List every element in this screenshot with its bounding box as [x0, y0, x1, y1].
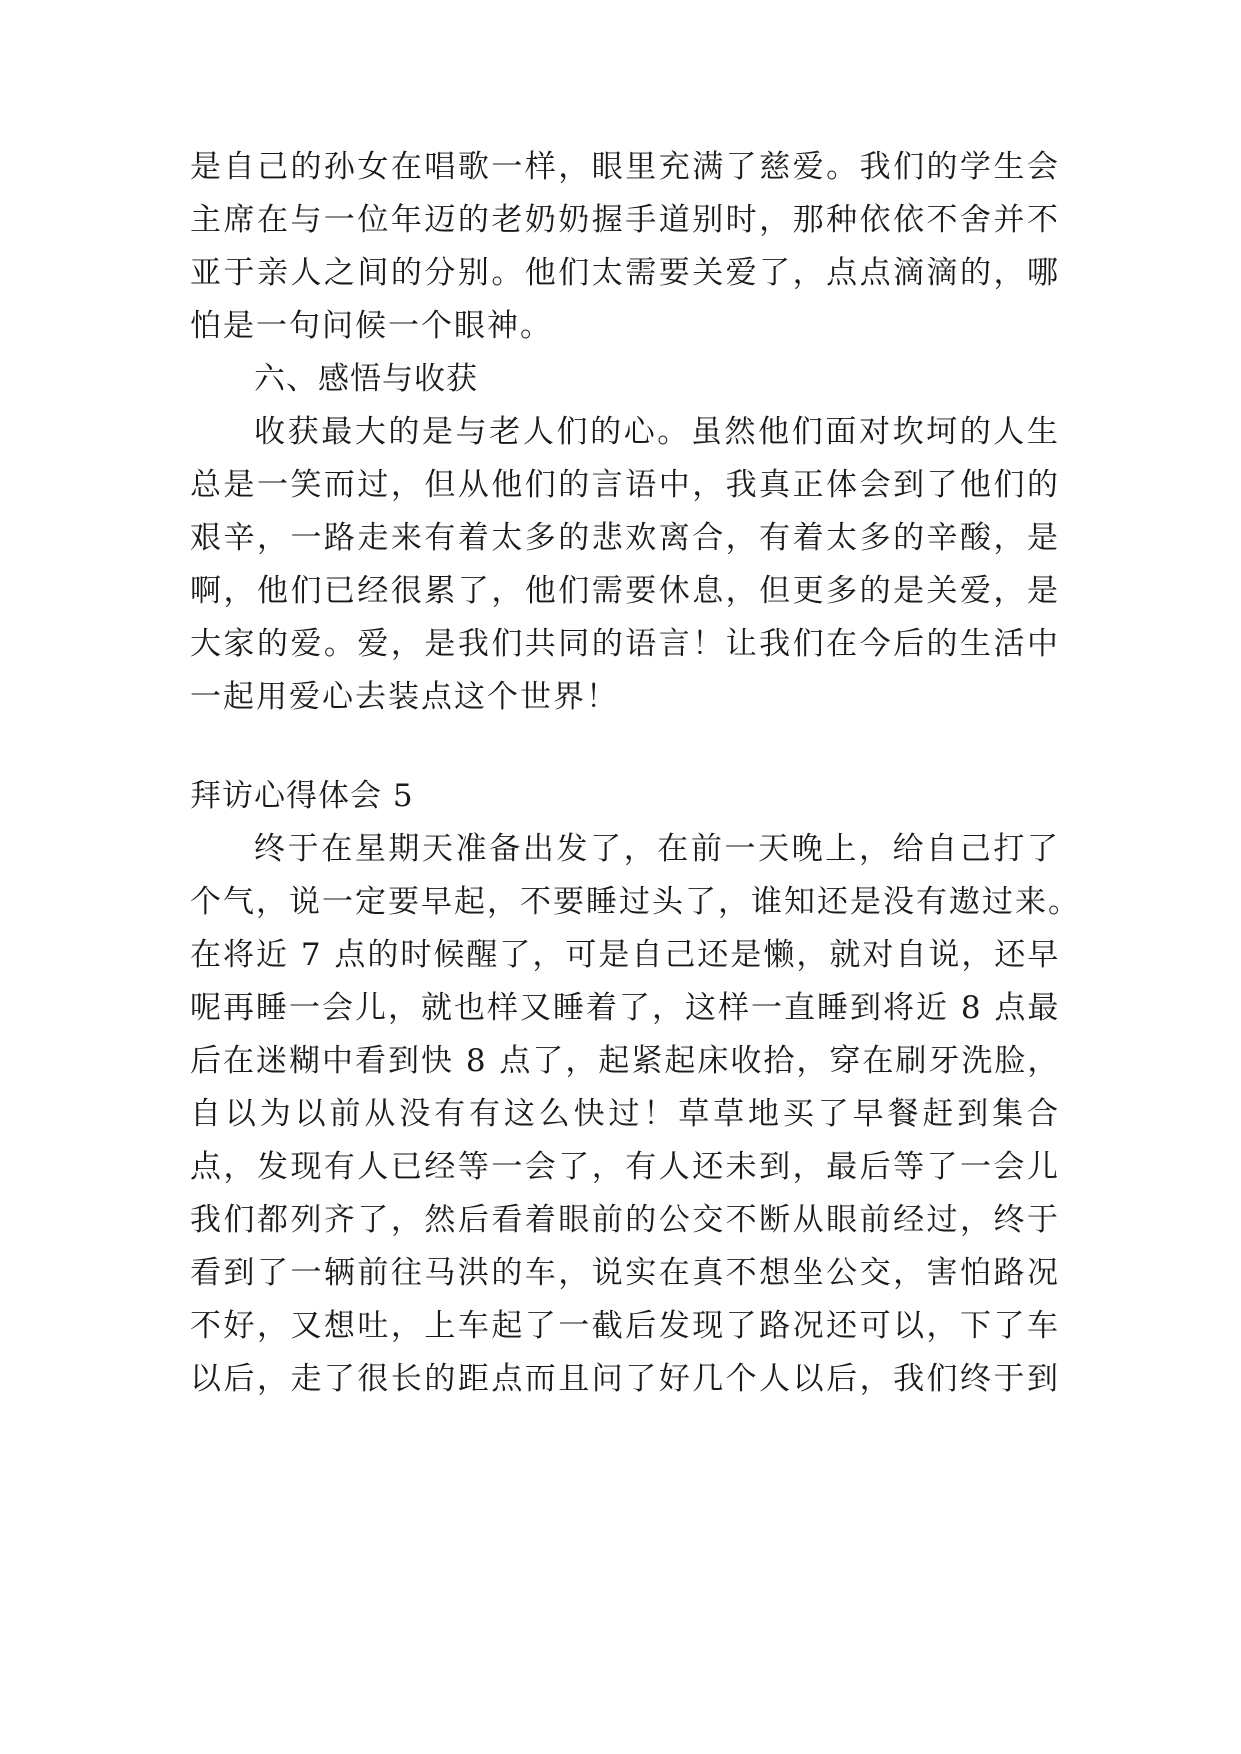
paragraph-line: 后在迷糊中看到快 8 点了，起紧起床收拾，穿在刷牙洗脸，: [190, 1043, 1061, 1079]
paragraph-line: 主席在与一位年迈的老奶奶握手道别时，那种依依不舍并不: [190, 202, 1060, 238]
section-heading: 六、感悟与收获: [254, 361, 478, 397]
paragraph-line: 终于在星期天准备出发了，在前一天晚上，给自己打了: [254, 831, 1060, 867]
paragraph-line: 呢再睡一会儿，就也样又睡着了，这样一直睡到将近 8 点最: [190, 990, 1061, 1026]
paragraph-line: 亚于亲人之间的分别。他们太需要关爱了，点点滴滴的，哪: [190, 255, 1060, 291]
paragraph-line: 啊，他们已经很累了，他们需要休息，但更多的是关爱，是: [190, 573, 1060, 609]
paragraph-line: 点，发现有人已经等一会了，有人还未到，最后等了一会儿: [190, 1149, 1060, 1185]
paragraph-line: 个气，说一定要早起，不要睡过头了，谁知还是没有遨过来。: [190, 884, 1081, 920]
paragraph-line: 一起用爱心去装点这个世界！: [190, 679, 619, 715]
paragraph-line: 收获最大的是与老人们的心。虽然他们面对坎坷的人生: [254, 414, 1060, 450]
paragraph-line: 总是一笑而过，但从他们的言语中，我真正体会到了他们的: [190, 467, 1060, 503]
paragraph-line: 自以为以前从没有有这么快过！草草地买了早餐赶到集合: [190, 1096, 1060, 1132]
paragraph-line: 怕是一句问候一个眼神。: [190, 308, 553, 344]
paragraph-line: 以后，走了很长的距点而且问了好几个人以后，我们终于到: [190, 1361, 1060, 1397]
paragraph-line: 大家的爱。爱，是我们共同的语言！让我们在今后的生活中: [190, 626, 1060, 662]
paragraph-line: 看到了一辆前往马洪的车，说实在真不想坐公交，害怕路况: [190, 1255, 1060, 1291]
paragraph-line: 艰辛，一路走来有着太多的悲欢离合，有着太多的辛酸，是: [190, 520, 1060, 556]
paragraph-line: 在将近 7 点的时候醒了，可是自己还是懒，就对自说，还早: [190, 937, 1061, 973]
paragraph-line: 是自己的孙女在唱歌一样，眼里充满了慈爱。我们的学生会: [190, 149, 1060, 185]
paragraph-line: 不好，又想吐，上车起了一截后发现了路况还可以，下了车: [190, 1308, 1060, 1344]
article-title: 拜访心得体会 5: [190, 778, 414, 814]
paragraph-line: 我们都列齐了，然后看着眼前的公交不断从眼前经过，终于: [190, 1202, 1060, 1238]
